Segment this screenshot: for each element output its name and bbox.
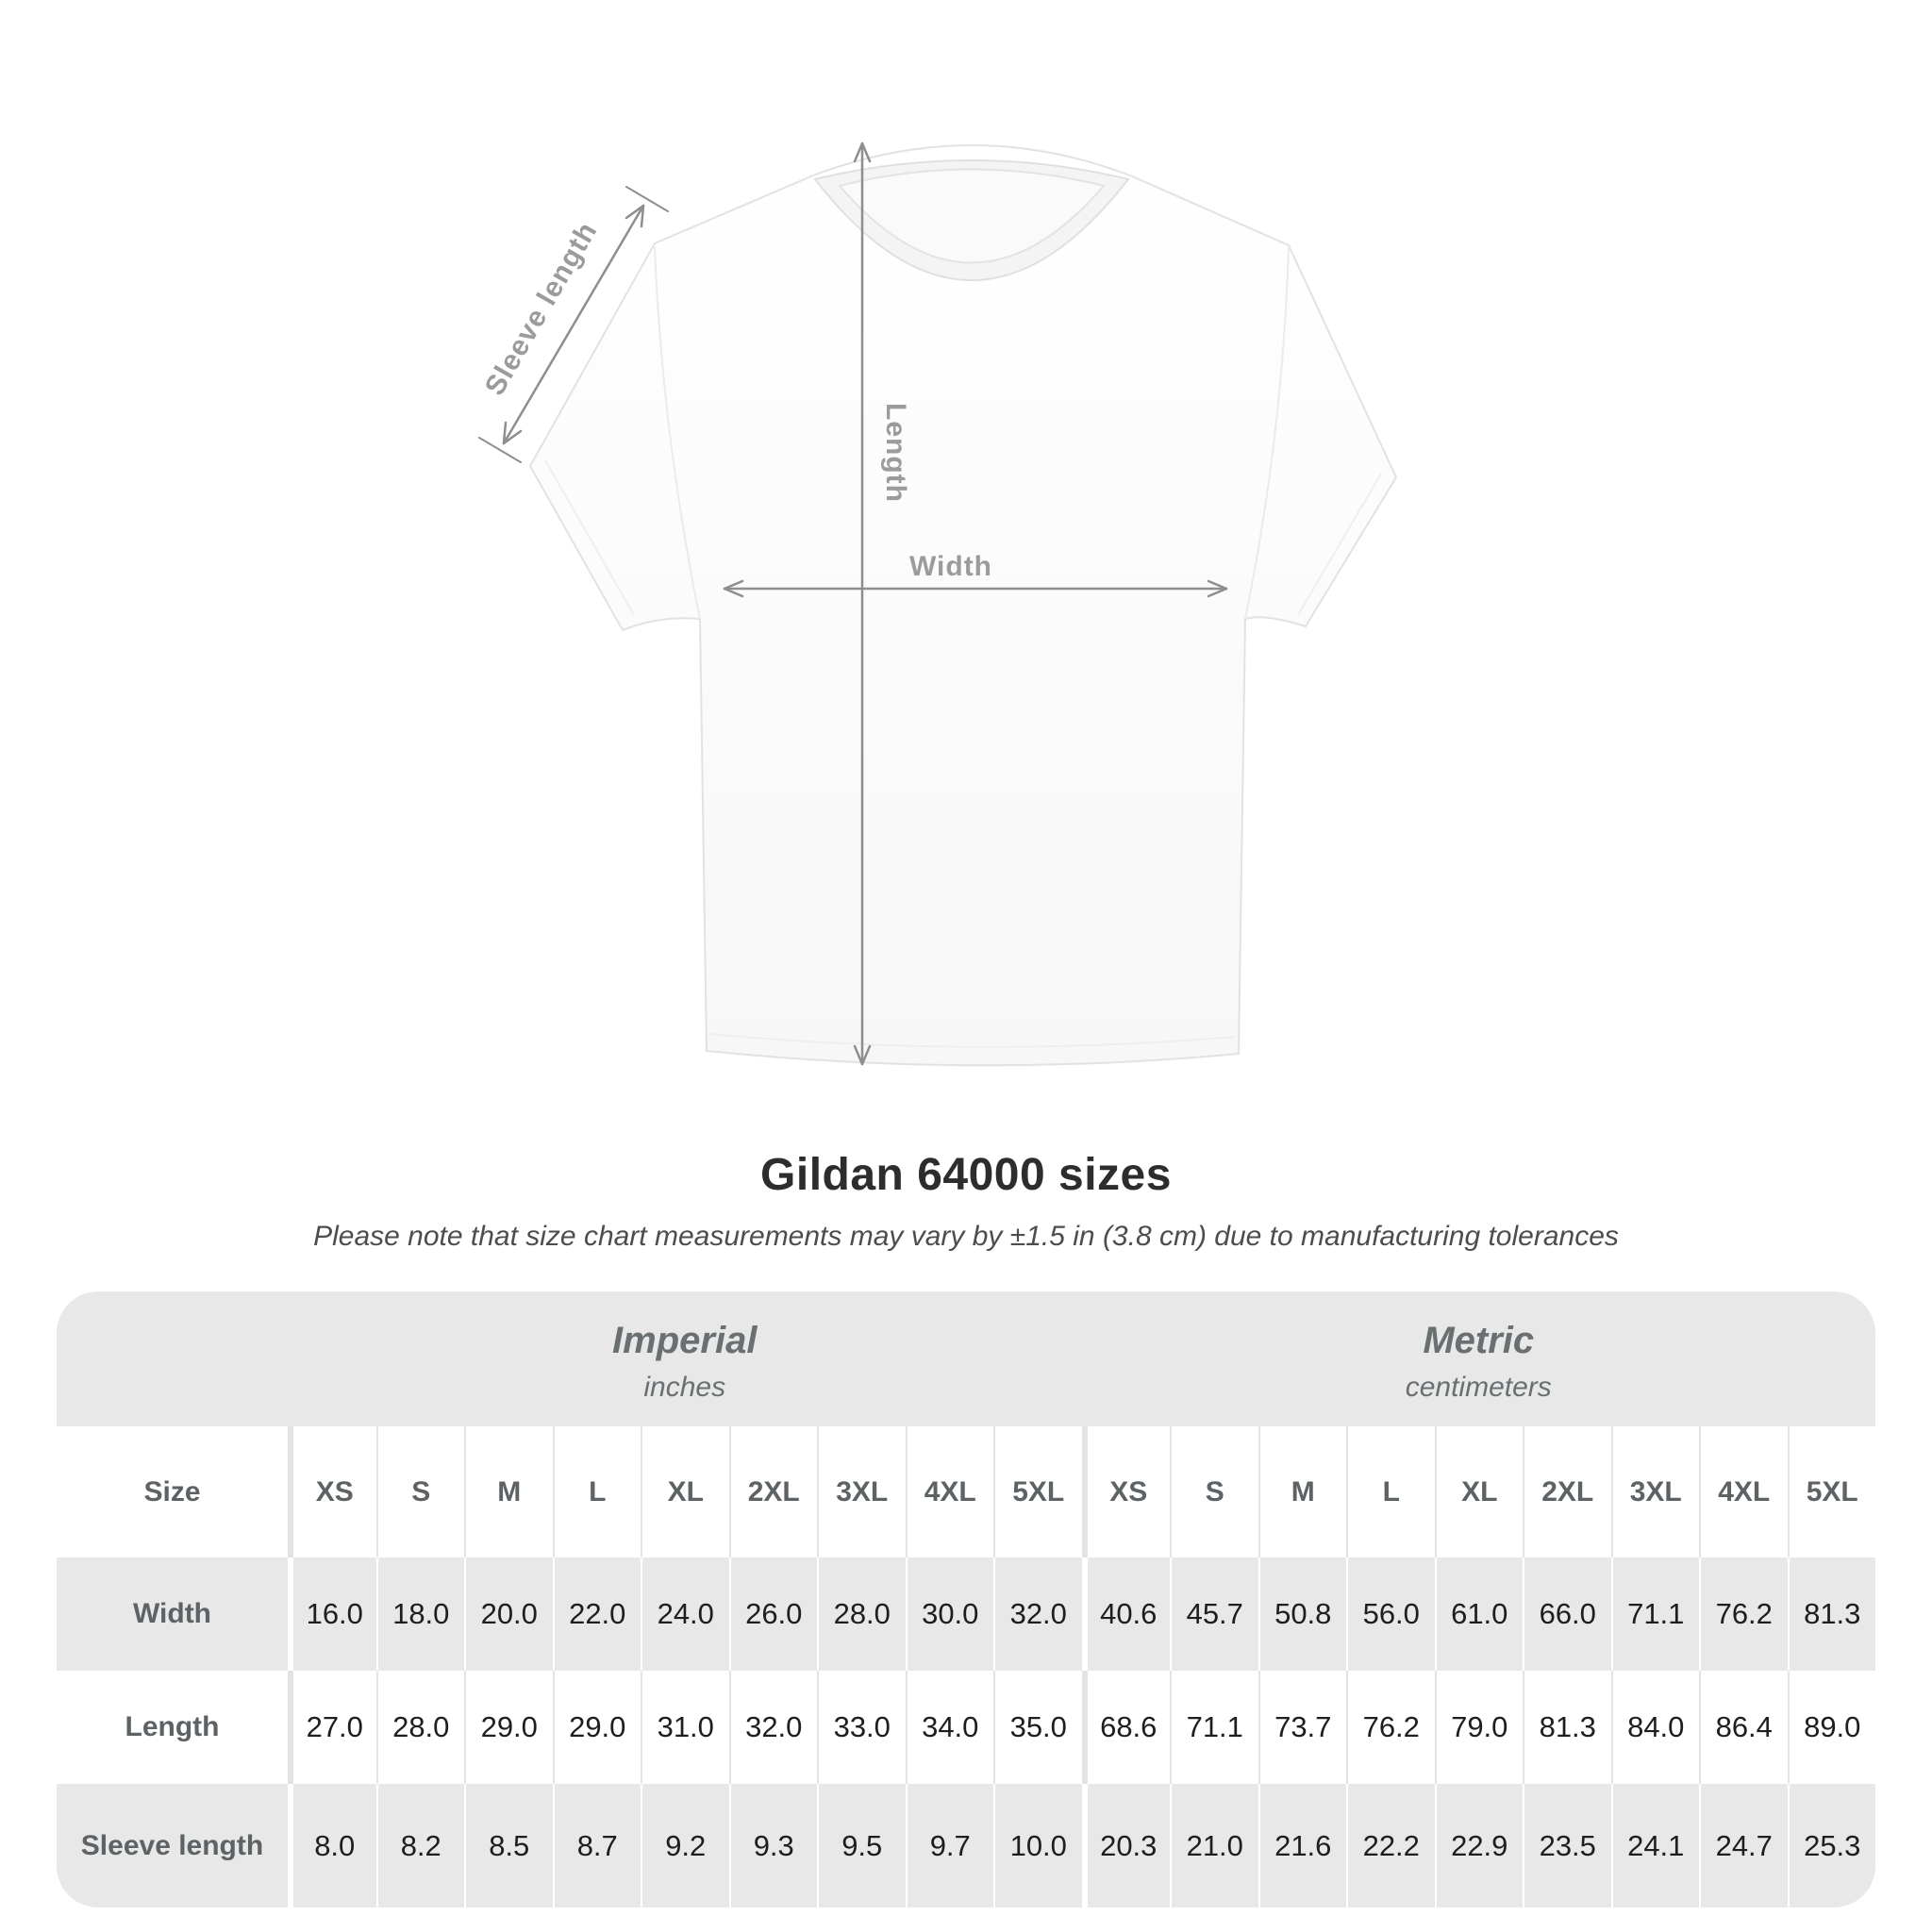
size-header: 2XL xyxy=(1523,1426,1611,1557)
table-cell: 27.0 xyxy=(288,1671,376,1784)
table-cell: 81.3 xyxy=(1788,1557,1876,1671)
size-header: S xyxy=(376,1426,465,1557)
imperial-group-header xyxy=(288,1291,1082,1426)
metric-group-header xyxy=(1082,1291,1876,1426)
table-cell: 73.7 xyxy=(1258,1671,1347,1784)
imperial-label: Imperial xyxy=(612,1320,758,1361)
size-header-row xyxy=(57,1426,1875,1557)
size-header: 4XL xyxy=(906,1426,994,1557)
tshirt-graphic xyxy=(530,145,1396,1065)
table-cell: 28.0 xyxy=(817,1557,906,1671)
table-cell: 26.0 xyxy=(729,1557,818,1671)
table-cell: 66.0 xyxy=(1523,1557,1611,1671)
table-cell: 9.3 xyxy=(729,1784,818,1907)
table-cell: 89.0 xyxy=(1788,1671,1876,1784)
metric-unit-label: centimeters xyxy=(1405,1372,1552,1403)
tolerance-note: Please note that size chart measurements may vary by ±1.5 in (3.8 cm) due to manufacturing tolerances xyxy=(313,1221,1619,1252)
table-cell: 76.2 xyxy=(1699,1557,1788,1671)
size-table xyxy=(57,1291,1875,1907)
table-cell: 32.0 xyxy=(729,1671,818,1784)
table-cell: 29.0 xyxy=(464,1671,553,1784)
page-title: Gildan 64000 sizes xyxy=(760,1150,1172,1200)
table-cell: 20.3 xyxy=(1082,1784,1171,1907)
row-label: Length xyxy=(125,1711,220,1742)
size-header: XL xyxy=(641,1426,729,1557)
table-cell: 29.0 xyxy=(553,1671,641,1784)
size-header: M xyxy=(464,1426,553,1557)
unit-header-row xyxy=(57,1291,1875,1426)
table-cell: 22.9 xyxy=(1435,1784,1524,1907)
table-cell: 40.6 xyxy=(1082,1557,1171,1671)
size-header: L xyxy=(553,1426,641,1557)
table-cell: 8.0 xyxy=(288,1784,376,1907)
table-cell: 84.0 xyxy=(1611,1671,1700,1784)
table-cell: 9.5 xyxy=(817,1784,906,1907)
table-cell: 76.2 xyxy=(1346,1671,1435,1784)
table-cell: 61.0 xyxy=(1435,1557,1524,1671)
table-cell: 22.0 xyxy=(553,1557,641,1671)
table-cell: 68.6 xyxy=(1082,1671,1171,1784)
table-cell: 24.1 xyxy=(1611,1784,1700,1907)
table-row-sleeve-length xyxy=(57,1784,1875,1907)
table-cell: 9.2 xyxy=(641,1784,729,1907)
table-cell: 24.0 xyxy=(641,1557,729,1671)
table-cell: 31.0 xyxy=(641,1671,729,1784)
size-header: S xyxy=(1170,1426,1258,1557)
size-header: M xyxy=(1258,1426,1347,1557)
table-cell: 25.3 xyxy=(1788,1784,1876,1907)
table-cell: 34.0 xyxy=(906,1671,994,1784)
table-cell: 45.7 xyxy=(1170,1557,1258,1671)
table-cell: 22.2 xyxy=(1346,1784,1435,1907)
table-cell: 81.3 xyxy=(1523,1671,1611,1784)
table-cell: 8.2 xyxy=(376,1784,465,1907)
table-cell: 18.0 xyxy=(376,1557,465,1671)
size-header: 3XL xyxy=(1611,1426,1700,1557)
size-header: 2XL xyxy=(729,1426,818,1557)
size-header: L xyxy=(1346,1426,1435,1557)
table-cell: 35.0 xyxy=(993,1671,1082,1784)
table-cell: 28.0 xyxy=(376,1671,465,1784)
table-cell: 79.0 xyxy=(1435,1671,1524,1784)
table-row-length xyxy=(57,1671,1875,1784)
table-cell: 20.0 xyxy=(464,1557,553,1671)
sleeve-length-label: Sleeve length xyxy=(478,216,604,401)
table-cell: 71.1 xyxy=(1170,1671,1258,1784)
imperial-unit-label: inches xyxy=(643,1372,726,1403)
metric-label: Metric xyxy=(1423,1320,1535,1361)
table-cell: 23.5 xyxy=(1523,1784,1611,1907)
row-label: Width xyxy=(132,1598,212,1629)
table-cell: 10.0 xyxy=(993,1784,1082,1907)
table-cell: 71.1 xyxy=(1611,1557,1700,1671)
table-cell: 86.4 xyxy=(1699,1671,1788,1784)
size-header: 5XL xyxy=(1788,1426,1876,1557)
table-cell: 9.7 xyxy=(906,1784,994,1907)
table-cell: 21.6 xyxy=(1258,1784,1347,1907)
size-header: XL xyxy=(1435,1426,1524,1557)
table-cell: 24.7 xyxy=(1699,1784,1788,1907)
table-cell: 50.8 xyxy=(1258,1557,1347,1671)
table-cell: 8.5 xyxy=(464,1784,553,1907)
table-cell: 8.7 xyxy=(553,1784,641,1907)
width-label: Width xyxy=(908,551,993,582)
size-header: XS xyxy=(288,1426,376,1557)
size-header: 4XL xyxy=(1699,1426,1788,1557)
table-cell: 32.0 xyxy=(993,1557,1082,1671)
size-header: 3XL xyxy=(817,1426,906,1557)
size-column-header: Size xyxy=(143,1475,201,1507)
row-label: Sleeve length xyxy=(80,1829,264,1861)
table-cell: 21.0 xyxy=(1170,1784,1258,1907)
length-label: Length xyxy=(880,403,911,503)
table-cell: 30.0 xyxy=(906,1557,994,1671)
size-header: XS xyxy=(1082,1426,1171,1557)
size-header: 5XL xyxy=(993,1426,1082,1557)
table-row-width xyxy=(57,1557,1875,1671)
table-cell: 33.0 xyxy=(817,1671,906,1784)
corner-cell xyxy=(57,1291,288,1426)
table-cell: 56.0 xyxy=(1346,1557,1435,1671)
table-cell: 16.0 xyxy=(288,1557,376,1671)
